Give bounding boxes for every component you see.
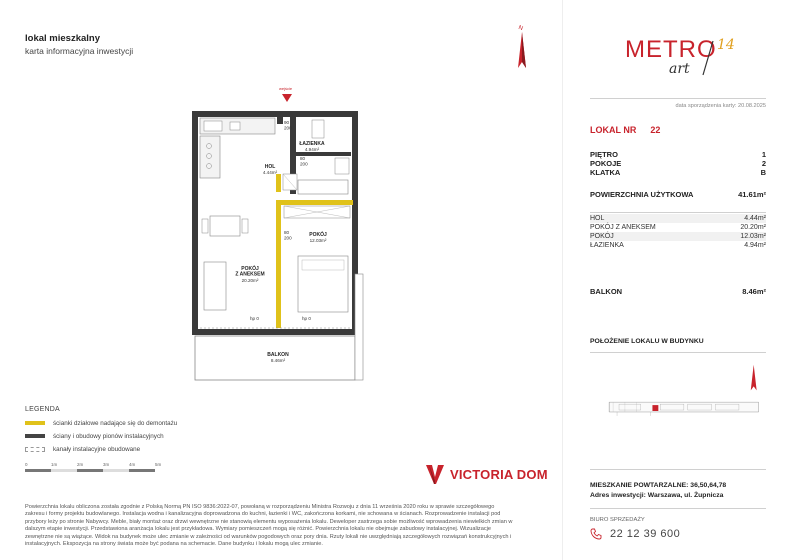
legend-text: kanały instalacyjne obudowane xyxy=(53,445,141,453)
developer-logo xyxy=(425,463,548,485)
svg-text:art: art xyxy=(669,61,690,77)
sales-office-label: BIURO SPRZEDAŻY xyxy=(590,517,645,523)
room-area-balkon: 8.46m² xyxy=(270,358,286,363)
detail-row-klatka: KLATKA B xyxy=(590,168,766,177)
legend-text: ściany i obudowy pionów instalacyjnych xyxy=(53,432,164,440)
room-row: POKÓJ Z ANEKSEM 20.20m² xyxy=(590,224,766,231)
balkon-row: BALKON 8.46m² xyxy=(590,287,766,296)
door-mark: 90 200 xyxy=(284,120,292,131)
svg-text:5m: 5m xyxy=(155,462,162,467)
metro-art-logo xyxy=(625,33,745,77)
disclaimer-text: Powierzchnia lokalu obliczona została zgodnie z Polską Normą PN ISO 9836:2022-07, powołaną w rozporządzeniu Ministra Rozwoju z dnia 11 września 2020 roku w sprawie szczegółowego zakresu i formy projektu budowlanego. Instalacja wodna i kanalizacyjna doprowadzona do kuchni, łazienki i WC, zakończona korkami, nie schowana w ścianach. Rozprowadzenie instalacji pod przybory leży po stronie Nabywcy. Meble, biały montaż oraz drzwi wewnętrzne nie stanowią elementu wyposażenia lokalu. Deweloper zastrzega sobie możliwość wprowadzenia niewielkich zmian w dalszym etapie inwestycji. Przedstawiona aranżacja lokalu jest przykładowa. Wymiary pomieszczeń mogą się różnić. Powierzchnia lokalu nie obejmuje zabudowy instalacyjnej. Wizualizacje zewnętrzne nie są wiążące. Widok na budynek może ulec zmianie w zależności od warunków pogodowych oraz pory dnia. Rzuty lokali nie uwzględniają szczegółowych rozwiązań konstrukcyjnych i instalacyjnych. Ekspozycja na strony świata może być podana na schemacie. Dane budynku i lokalu mogą ulec zmianie. xyxy=(25,504,513,548)
info-panel xyxy=(562,0,792,560)
room-row: POKÓJ 12.03m² xyxy=(590,233,766,240)
legend-title: LEGENDA xyxy=(25,406,60,413)
victoria-v-icon xyxy=(425,463,445,485)
legend-swatch-dark xyxy=(25,434,45,438)
entrance-label: wejście xyxy=(279,86,293,91)
lokal-number-line xyxy=(590,125,660,135)
scale-bar xyxy=(25,460,175,478)
room-row: HOL 4.44m² xyxy=(590,215,766,222)
investment-address: Adres inwestycji: Warszawa, ul. Żupnicza xyxy=(590,492,724,499)
svg-text:1m: 1m xyxy=(51,462,58,467)
lokal-label: LOKAL NR xyxy=(590,125,637,135)
svg-text:3m: 3m xyxy=(103,462,110,467)
entrance-arrow-icon xyxy=(282,94,292,102)
phone-icon xyxy=(590,528,602,540)
divider xyxy=(590,508,766,509)
divider xyxy=(590,98,766,99)
developer-name: VICTORIA DOM xyxy=(450,466,548,482)
detail-row-pietro: PIĘTRO 1 xyxy=(590,150,766,159)
usable-area-row: POWIERZCHNIA UŻYTKOWA 41.61m² xyxy=(590,190,766,199)
room-area-lazienka: 4.94m² xyxy=(304,147,320,152)
legend-item xyxy=(25,418,177,428)
room-label-lazienka: ŁAZIENKA xyxy=(299,141,325,147)
floor-plan xyxy=(190,84,375,384)
north-arrow-icon xyxy=(512,22,532,70)
svg-text:0: 0 xyxy=(25,462,28,467)
window-mark: hp 0 xyxy=(250,316,259,321)
detail-row-pokoje: POKOJE 2 xyxy=(590,159,766,168)
divider xyxy=(590,212,766,213)
legend-swatch-dashed xyxy=(25,447,45,452)
legend-swatch-yellow xyxy=(25,421,45,425)
svg-text:4m: 4m xyxy=(129,462,136,467)
room-area-hol: 4.44m² xyxy=(262,170,278,175)
legend-text: ścianki działowe nadające się do demontażu xyxy=(53,419,178,427)
sales-phone[interactable] xyxy=(590,528,680,540)
svg-text:N: N xyxy=(517,25,524,33)
svg-text:METRO: METRO xyxy=(625,36,717,63)
phone-number[interactable]: 22 12 39 600 xyxy=(610,528,681,540)
card-title: lokal mieszkalny xyxy=(25,33,100,44)
room-row: ŁAZIENKA 4.94m² xyxy=(590,242,766,249)
room-label-pokoj: POKÓJ xyxy=(309,232,327,238)
lokal-number: 22 xyxy=(650,125,661,135)
door-mark: 80 200 xyxy=(300,156,308,167)
svg-text:2m: 2m xyxy=(77,462,84,467)
card-date: data sporządzenia karty: 20.08.2025 xyxy=(675,103,766,109)
legend-item xyxy=(25,431,164,441)
legend-item xyxy=(25,444,140,454)
room-label-balkon: BALKON xyxy=(267,352,289,358)
door-mark: 80 200 xyxy=(284,230,292,241)
svg-text:14: 14 xyxy=(717,37,735,53)
room-label-pokoj-aneks: POKÓJ Z ANEKSEM xyxy=(235,266,265,278)
window-mark: hp 0 xyxy=(302,316,311,321)
building-location-plan xyxy=(590,352,766,470)
repeat-units: MIESZKANIE POWTARZALNE: 36,50,64,78 xyxy=(590,482,727,489)
room-label-hol: HOL xyxy=(264,164,276,170)
location-title: POŁOŻENIE LOKALU W BUDYNKU xyxy=(590,338,704,345)
card-subtitle: karta informacyjna inwestycji xyxy=(25,46,134,56)
room-area-pokoj-aneks: 20.20m² xyxy=(241,278,259,283)
room-area-pokoj: 12.03m² xyxy=(309,238,327,243)
